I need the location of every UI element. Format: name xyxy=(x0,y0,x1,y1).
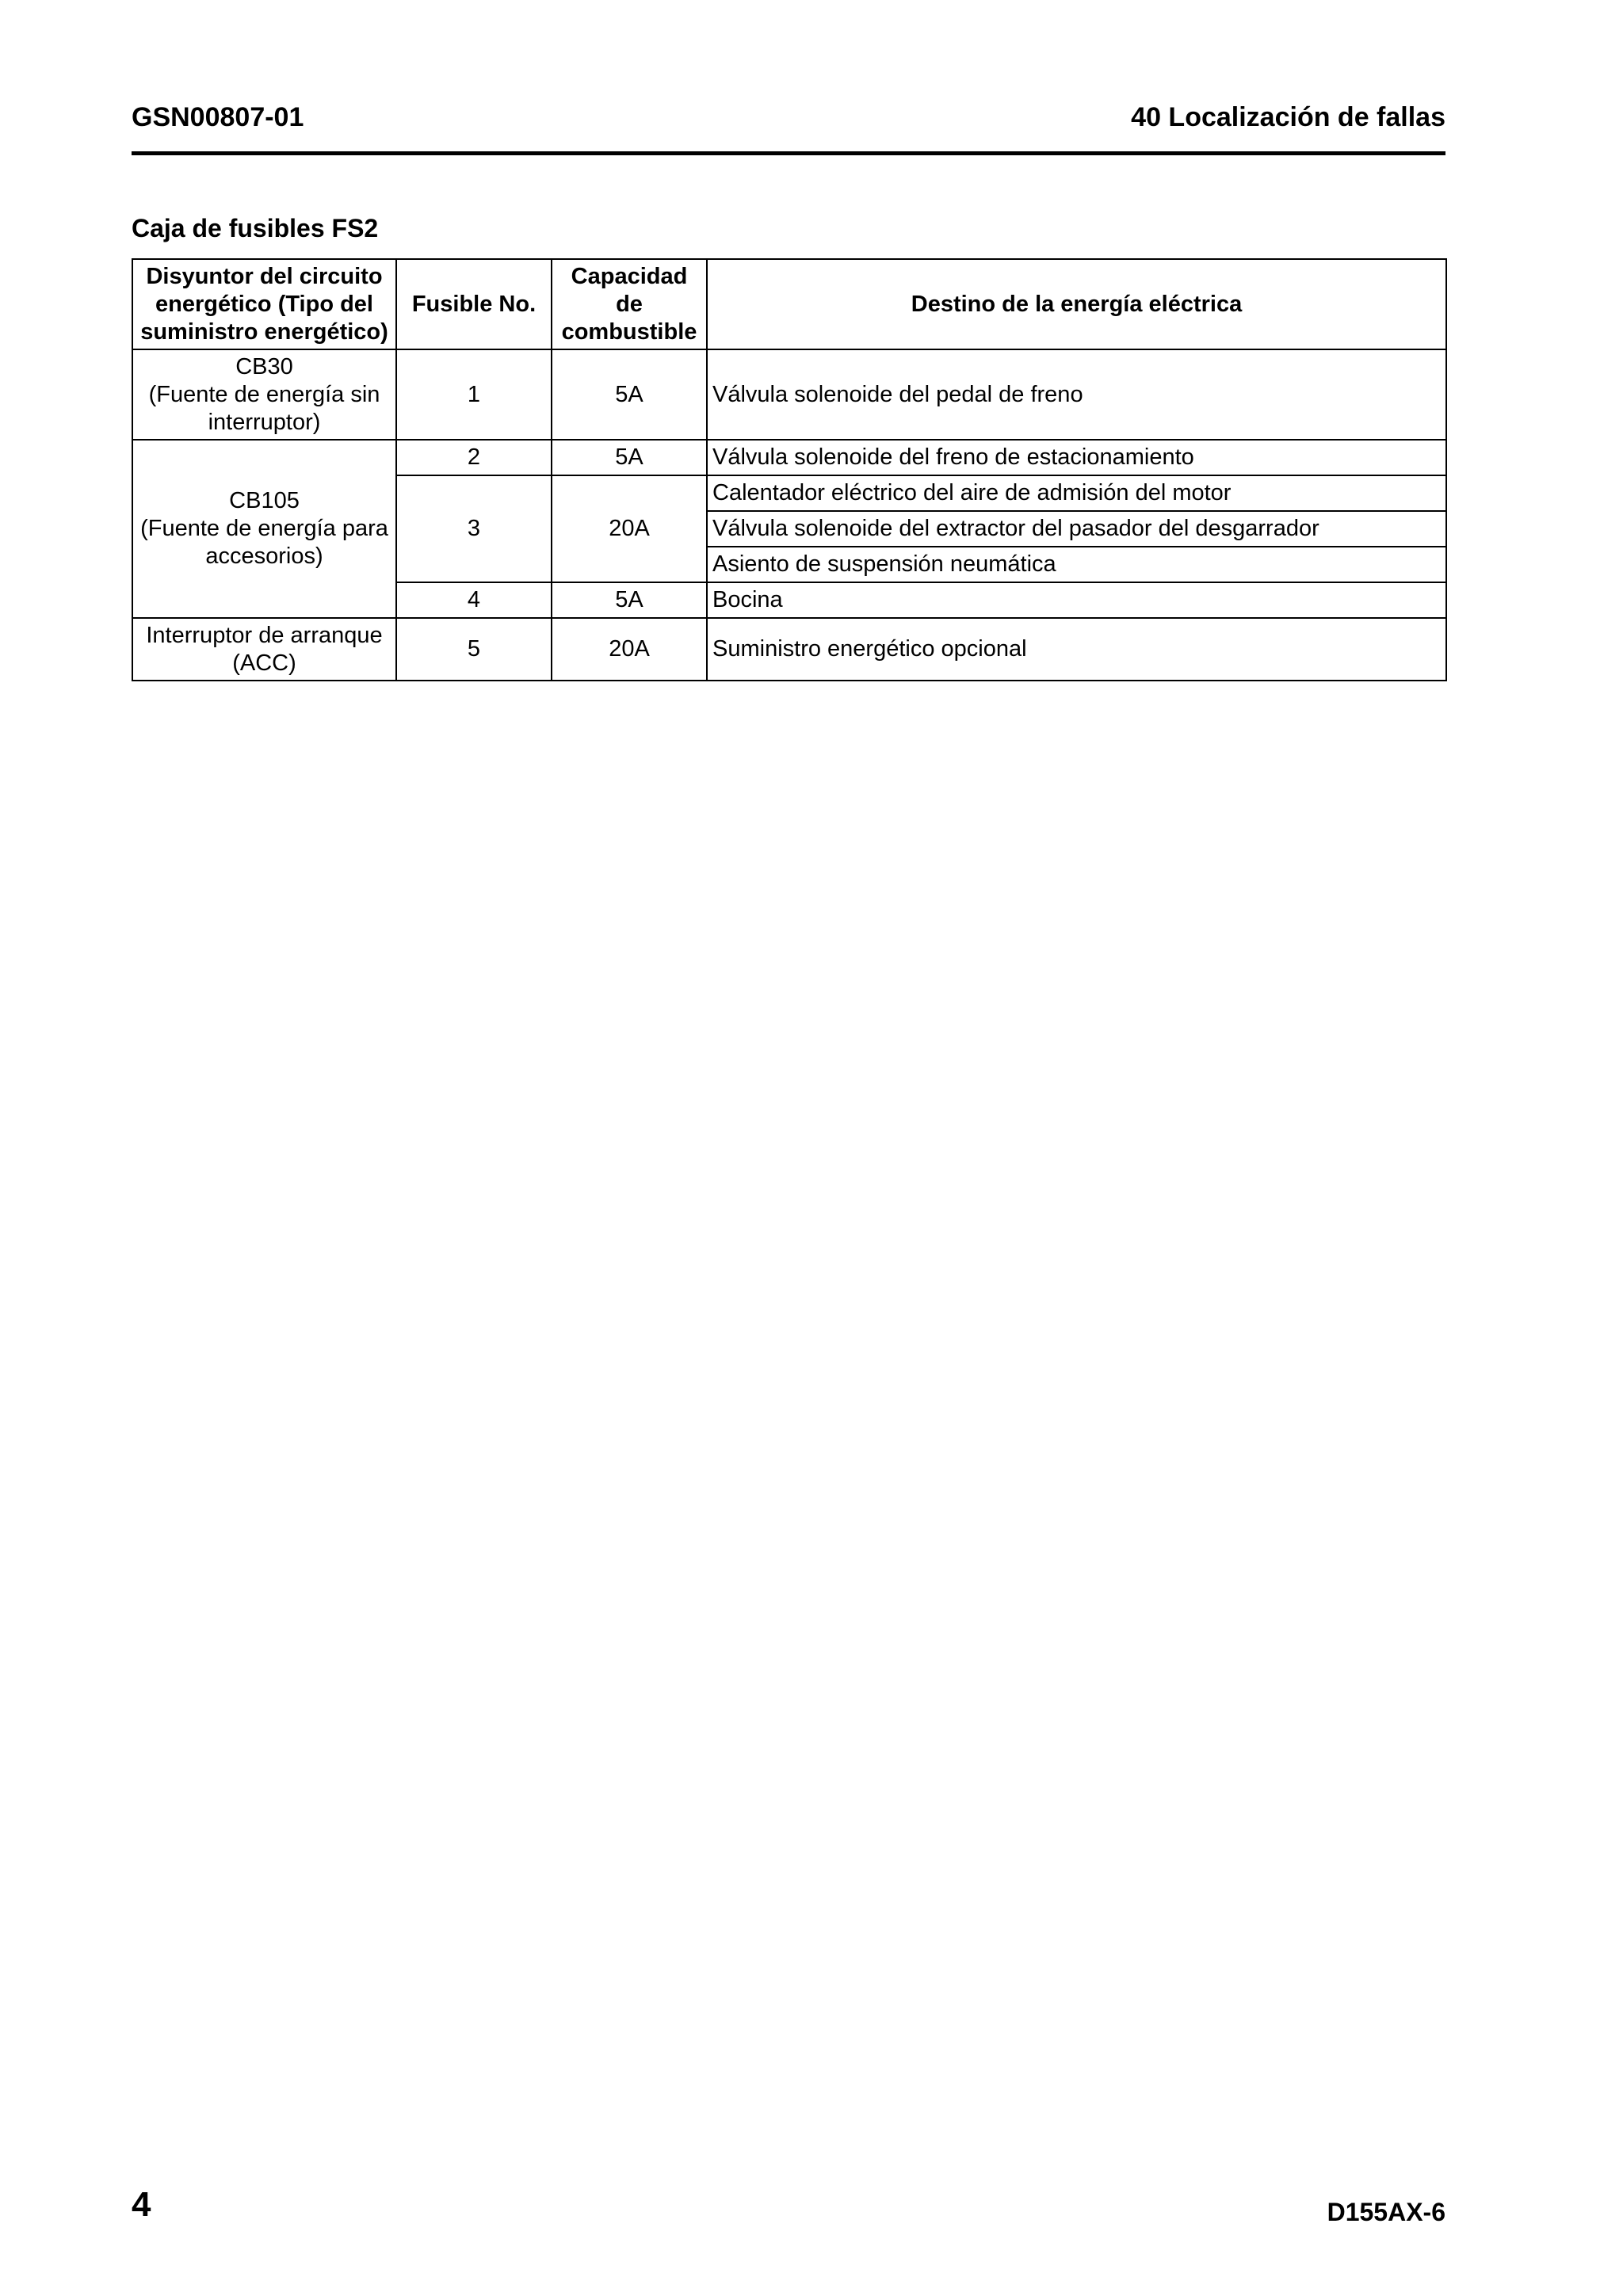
table-row xyxy=(132,349,1446,440)
column-header-destination: Destino de la energía eléctrica xyxy=(707,259,1446,349)
breaker-cell xyxy=(132,618,396,681)
destination-cell: Calentador eléctrico del aire de admisión del motor xyxy=(707,475,1446,511)
destination-cell: Válvula solenoide del pedal de freno xyxy=(707,349,1446,440)
capacity-cell: 5A xyxy=(552,440,707,475)
column-header-breaker: Disyuntor del circuito energético (Tipo del suministro energético) xyxy=(132,259,396,349)
page-number: 4 xyxy=(132,2185,151,2224)
fuse-number-cell: 3 xyxy=(396,475,552,582)
capacity-cell: 20A xyxy=(552,475,707,582)
destination-cell: Bocina xyxy=(707,582,1446,618)
breaker-label: CB30 (Fuente de energía sin interruptor) xyxy=(148,353,380,435)
fuse-box-table xyxy=(132,258,1447,681)
breaker-label: Interruptor de arranque (ACC) xyxy=(146,622,383,676)
breaker-cell xyxy=(132,440,396,618)
breaker-cell xyxy=(132,349,396,440)
column-header-fuse-number: Fusible No. xyxy=(396,259,552,349)
capacity-cell: 20A xyxy=(552,618,707,681)
fuse-number-cell: 1 xyxy=(396,349,552,440)
breaker-label: CB105 (Fuente de energía para accesorios) xyxy=(140,488,388,569)
capacity-cell: 5A xyxy=(552,582,707,618)
destination-cell: Válvula solenoide del freno de estacionamiento xyxy=(707,440,1446,475)
destination-cell: Suministro energético opcional xyxy=(707,618,1446,681)
page-header xyxy=(132,101,1445,133)
table-header-row xyxy=(132,259,1446,349)
destination-cell: Válvula solenoide del extractor del pasador del desgarrador xyxy=(707,511,1446,547)
document-code: GSN00807-01 xyxy=(132,102,304,132)
fuse-number-cell: 2 xyxy=(396,440,552,475)
header-divider xyxy=(132,151,1445,155)
section-heading: 40 Localización de fallas xyxy=(1131,102,1445,132)
model-code: D155AX-6 xyxy=(1327,2198,1445,2226)
table-row xyxy=(132,440,1446,475)
column-header-capacity: Capacidad de combustible xyxy=(552,259,707,349)
section-title: Caja de fusibles FS2 xyxy=(132,214,379,242)
fuse-number-cell: 4 xyxy=(396,582,552,618)
table-row xyxy=(132,618,1446,681)
destination-cell: Asiento de suspensión neumática xyxy=(707,547,1446,582)
capacity-cell: 5A xyxy=(552,349,707,440)
fuse-number-cell: 5 xyxy=(396,618,552,681)
